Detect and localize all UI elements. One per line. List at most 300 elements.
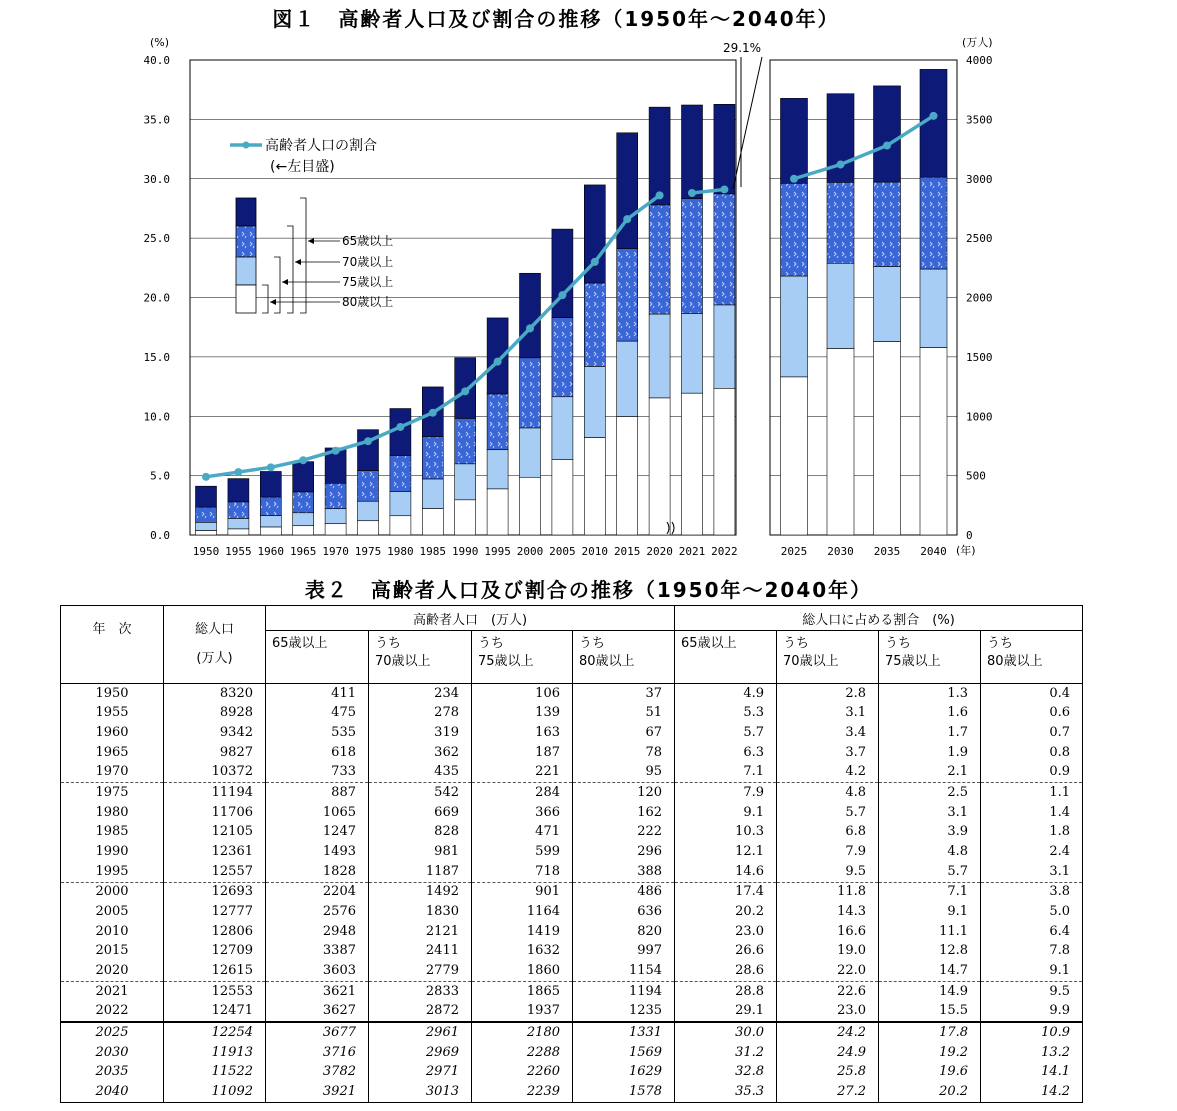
table-cell: 2948 (266, 922, 369, 942)
ratio-point (720, 185, 728, 193)
table-cell: 139 (472, 704, 573, 724)
bar-segment-80 (325, 524, 346, 535)
bar-segment-80 (228, 529, 249, 535)
table-cell-year: 2020 (61, 961, 164, 981)
header-pop-70-text: 70歳以上 (375, 654, 431, 669)
table-cell: 4.9 (675, 684, 777, 704)
bar-segment-70 (196, 507, 217, 522)
table-cell-year: 2022 (61, 1001, 164, 1022)
table-row (61, 763, 1083, 783)
table-cell: 1247 (266, 823, 369, 843)
left-tick-label: 35.0 (143, 113, 170, 127)
table-cell: 7.1 (675, 763, 777, 783)
bar-segment-70 (682, 199, 703, 314)
right-tick-label: 0 (966, 529, 973, 542)
table-row (61, 981, 1083, 1001)
bar-segment-80 (455, 500, 476, 535)
bar-segment-75 (682, 314, 703, 394)
bar-segment-70 (920, 177, 947, 269)
right-tick-label: 4000 (966, 54, 993, 67)
legend-arrowhead-70 (295, 259, 301, 265)
bar-segment-70 (714, 194, 735, 305)
table-cell: 0.8 (981, 743, 1083, 763)
bar-segment-70 (584, 283, 605, 366)
table-row (61, 743, 1083, 763)
header-uchi: うち (478, 636, 505, 651)
table-cell: 1632 (472, 941, 573, 961)
ratio-point (429, 409, 437, 417)
table-cell: 9.9 (981, 1001, 1083, 1022)
table-cell: 8320 (164, 684, 266, 704)
table-cell: 1493 (266, 842, 369, 862)
table2 (60, 605, 1083, 1103)
ratio-point (332, 447, 340, 455)
left-tick-label: 5.0 (150, 469, 170, 483)
legend-line-label: 高齢者人口の割合 (265, 138, 377, 154)
bar-segment-75 (228, 518, 249, 528)
bar-segment-75 (455, 464, 476, 500)
ratio-point (234, 468, 242, 476)
legend-line-note: (←左目盛) (270, 159, 335, 175)
table-cell: 37 (573, 684, 675, 704)
header-uchi: うち (885, 636, 912, 651)
table-cell: 7.8 (981, 941, 1083, 961)
table-cell: 12361 (164, 842, 266, 862)
table-cell: 997 (573, 941, 675, 961)
bar-segment-70 (520, 358, 541, 428)
table-cell: 1.3 (879, 684, 981, 704)
bar-segment-80 (358, 521, 379, 535)
table-cell-year: 2000 (61, 882, 164, 902)
table-cell: 7.9 (777, 842, 879, 862)
bar-segment-80 (552, 459, 573, 535)
table-cell: 14.7 (879, 961, 981, 981)
x-axis-unit: (年) (956, 544, 976, 557)
x-tick-label: 2010 (581, 545, 609, 558)
bar-segment-80 (196, 531, 217, 535)
bar-segment-80 (520, 477, 541, 535)
header-pop-75-text: 75歳以上 (478, 654, 534, 669)
table-cell-year: 2030 (61, 1043, 164, 1063)
table-cell: 3627 (266, 1001, 369, 1022)
table-cell: 23.0 (675, 922, 777, 942)
table-cell-year: 1960 (61, 723, 164, 743)
ratio-point (883, 142, 891, 150)
table-cell: 1.6 (879, 704, 981, 724)
bar-segment-80 (422, 509, 443, 535)
table-cell-year: 2010 (61, 922, 164, 942)
header-share-80 (981, 631, 1083, 684)
table-cell: 2779 (369, 961, 472, 981)
x-tick-label: 1990 (451, 545, 479, 558)
ratio-point (267, 463, 275, 471)
header-total (164, 606, 266, 684)
table-cell: 1937 (472, 1001, 573, 1022)
table-cell: 284 (472, 783, 573, 803)
left-tick-label: 25.0 (143, 232, 170, 246)
table-cell: 31.2 (675, 1043, 777, 1063)
bar-segment-80 (682, 393, 703, 535)
table-cell: 9.1 (675, 803, 777, 823)
table-cell: 0.9 (981, 763, 1083, 783)
table-cell: 5.3 (675, 704, 777, 724)
header-share-75-text: 75歳以上 (885, 654, 941, 669)
bar-segment-75 (617, 341, 638, 416)
table-cell: 3.4 (777, 723, 879, 743)
bar-segment-75 (325, 509, 346, 524)
ratio-point (364, 437, 372, 445)
table-cell: 12.8 (879, 941, 981, 961)
table-cell: 1.4 (981, 803, 1083, 823)
table-cell: 0.6 (981, 704, 1083, 724)
bar-segment-80 (487, 489, 508, 535)
table-cell: 20.2 (879, 1082, 981, 1102)
ratio-point (202, 473, 210, 481)
table-cell: 5.7 (879, 862, 981, 882)
x-tick-label: 2035 (873, 545, 901, 558)
table-cell: 2576 (266, 902, 369, 922)
table-cell: 1860 (472, 961, 573, 981)
table-cell: 296 (573, 842, 675, 862)
bar-segment-70 (487, 394, 508, 450)
legend-bracket-80 (262, 285, 268, 313)
legend-bracket-75 (274, 257, 280, 313)
callout-label: 29.1% (722, 41, 762, 55)
x-tick-label: 2021 (678, 545, 706, 558)
ratio-point (837, 161, 845, 169)
table-cell: 221 (472, 763, 573, 783)
table-cell: 6.3 (675, 743, 777, 763)
table-cell: 7.9 (675, 783, 777, 803)
table-cell: 3.1 (879, 803, 981, 823)
table-cell-year: 1985 (61, 823, 164, 843)
table-cell: 5.7 (777, 803, 879, 823)
legend-age-75: 75歳以上 (342, 275, 394, 289)
table-cell: 901 (472, 882, 573, 902)
header-year (61, 606, 164, 684)
table-cell: 3387 (266, 941, 369, 961)
table-cell: 278 (369, 704, 472, 724)
table-cell: 12553 (164, 981, 266, 1001)
x-tick-label: 1950 (192, 545, 220, 558)
legend-bracket-70 (287, 226, 293, 313)
table-cell: 1.7 (879, 723, 981, 743)
table-cell: 718 (472, 862, 573, 882)
x-tick-label: 2005 (549, 545, 576, 558)
x-tick-label: 1960 (257, 545, 285, 558)
table-cell: 15.5 (879, 1001, 981, 1022)
table-cell: 51 (573, 704, 675, 724)
table-cell: 8928 (164, 704, 266, 724)
table-cell: 3.9 (879, 823, 981, 843)
table-cell-year: 2035 (61, 1063, 164, 1083)
table-row (61, 1022, 1083, 1043)
table-cell: 9342 (164, 723, 266, 743)
bar-segment-75 (196, 522, 217, 530)
table-cell: 14.1 (981, 1063, 1083, 1083)
table-cell: 669 (369, 803, 472, 823)
table-cell: 27.2 (777, 1082, 879, 1102)
right-tick-label: 3500 (966, 113, 993, 127)
table-cell: 106 (472, 684, 573, 704)
bar-segment-80 (390, 516, 411, 535)
table-cell: 1194 (573, 981, 675, 1001)
table-cell: 95 (573, 763, 675, 783)
header-share-80-text: 80歳以上 (987, 654, 1043, 669)
x-tick-label: 2020 (646, 545, 673, 558)
header-pop-70 (369, 631, 472, 684)
table-cell: 12.1 (675, 842, 777, 862)
header-share-75 (879, 631, 981, 684)
x-tick-label: 2025 (780, 545, 808, 558)
ratio-point (930, 112, 938, 120)
header-share-65 (675, 631, 777, 684)
header-elderly-group: 高齢者人口 (万人) (266, 606, 675, 631)
table-cell: 3782 (266, 1063, 369, 1083)
legend-age-70: 70歳以上 (342, 255, 394, 269)
legend-age-80: 80歳以上 (342, 295, 394, 309)
header-uchi: うち (579, 636, 606, 651)
table-cell: 12693 (164, 882, 266, 902)
table-cell: 636 (573, 902, 675, 922)
x-tick-label: 1995 (484, 545, 511, 558)
bar-segment-65 (874, 86, 901, 182)
table-cell: 7.1 (879, 882, 981, 902)
table-cell: 1.9 (879, 743, 981, 763)
ratio-point (591, 258, 599, 266)
bar-segment-75 (649, 314, 670, 398)
table-cell: 1419 (472, 922, 573, 942)
bar-segment-70 (455, 419, 476, 464)
ratio-point (656, 191, 664, 199)
table-cell: 25.8 (777, 1063, 879, 1083)
table-cell: 24.2 (777, 1022, 879, 1043)
table-cell: 20.2 (675, 902, 777, 922)
table-cell: 435 (369, 763, 472, 783)
bar-segment-75 (584, 366, 605, 437)
legend-swatch-80 (236, 285, 256, 313)
ratio-point (494, 358, 502, 366)
bar-segment-75 (390, 492, 411, 516)
bar-segment-70 (617, 249, 638, 342)
table-cell: 234 (369, 684, 472, 704)
table-cell: 11.8 (777, 882, 879, 902)
bar-segment-75 (487, 450, 508, 489)
bar-segment-80 (874, 342, 901, 535)
table-row (61, 803, 1083, 823)
table-cell: 475 (266, 704, 369, 724)
table-cell: 67 (573, 723, 675, 743)
table-cell: 2121 (369, 922, 472, 942)
table-cell: 26.6 (675, 941, 777, 961)
bar-segment-80 (584, 438, 605, 535)
table-cell-year: 2005 (61, 902, 164, 922)
table-cell: 17.4 (675, 882, 777, 902)
table-cell: 17.8 (879, 1022, 981, 1043)
table-cell: 1830 (369, 902, 472, 922)
bar-segment-80 (714, 388, 735, 535)
table-cell: 1164 (472, 902, 573, 922)
table-cell: 120 (573, 783, 675, 803)
bar-segment-75 (422, 479, 443, 509)
left-tick-label: 0.0 (150, 529, 170, 542)
header-pop-80 (573, 631, 675, 684)
table-cell: 12254 (164, 1022, 266, 1043)
x-tick-label: 1965 (289, 545, 317, 558)
table-cell: 733 (266, 763, 369, 783)
legend-swatch-65 (236, 198, 256, 226)
table-cell: 388 (573, 862, 675, 882)
header-uchi: うち (375, 636, 402, 651)
left-tick-label: 10.0 (143, 410, 170, 424)
legend-arrowhead-65 (308, 238, 314, 244)
table-cell: 2961 (369, 1022, 472, 1043)
x-tick-label: 1975 (354, 545, 382, 558)
ratio-point (461, 387, 469, 395)
table-cell: 981 (369, 842, 472, 862)
table-cell: 3.1 (777, 704, 879, 724)
table-cell: 9.1 (879, 902, 981, 922)
bar-segment-65 (260, 471, 281, 497)
table-cell: 12105 (164, 823, 266, 843)
table-cell: 3013 (369, 1082, 472, 1102)
table-cell: 11194 (164, 783, 266, 803)
table-row (61, 1043, 1083, 1063)
table-cell: 3603 (266, 961, 369, 981)
x-tick-label: 2000 (516, 545, 544, 558)
x-tick-label: 2030 (827, 545, 854, 558)
ratio-point (299, 456, 307, 464)
table-cell: 2971 (369, 1063, 472, 1083)
bar-segment-80 (617, 417, 638, 535)
legend-swatch-70 (236, 226, 256, 257)
table-cell: 187 (472, 743, 573, 763)
legend-line-marker (243, 142, 250, 149)
table-cell: 10.3 (675, 823, 777, 843)
x-tick-label: 1970 (322, 545, 349, 558)
table-cell: 163 (472, 723, 573, 743)
table-cell-year: 2015 (61, 941, 164, 961)
table-cell: 319 (369, 723, 472, 743)
table-row (61, 902, 1083, 922)
table-cell: 1.8 (981, 823, 1083, 843)
table-cell: 30.0 (675, 1022, 777, 1043)
table-cell-year: 1980 (61, 803, 164, 823)
table-cell: 1828 (266, 862, 369, 882)
table-row (61, 723, 1083, 743)
bar-segment-65 (196, 486, 217, 507)
bar-segment-65 (649, 107, 670, 205)
bar-segment-70 (649, 205, 670, 314)
table-cell: 9.1 (981, 961, 1083, 981)
bar-segment-75 (358, 501, 379, 520)
bar-segment-80 (781, 377, 808, 535)
table-cell: 887 (266, 783, 369, 803)
table-cell: 11522 (164, 1063, 266, 1083)
bar-segment-80 (827, 349, 854, 535)
table-cell: 2180 (472, 1022, 573, 1043)
table-cell: 3.8 (981, 882, 1083, 902)
x-tick-label: 1985 (419, 545, 447, 558)
table-row (61, 961, 1083, 981)
table-cell: 14.9 (879, 981, 981, 1001)
left-tick-label: 30.0 (143, 172, 170, 186)
table-cell: 542 (369, 783, 472, 803)
table-cell-year: 2021 (61, 981, 164, 1001)
table-cell: 618 (266, 743, 369, 763)
table-cell: 2260 (472, 1063, 573, 1083)
table-cell-year: 2040 (61, 1082, 164, 1102)
header-share-70-text: 70歳以上 (783, 654, 839, 669)
bar-segment-75 (874, 267, 901, 342)
table-cell: 28.6 (675, 961, 777, 981)
table-cell: 2969 (369, 1043, 472, 1063)
left-axis-unit: (%) (150, 36, 170, 49)
table-cell: 3677 (266, 1022, 369, 1043)
table-cell: 411 (266, 684, 369, 704)
left-tick-label: 40.0 (143, 54, 170, 67)
table-cell: 1.1 (981, 783, 1083, 803)
x-tick-label: 2022 (711, 545, 738, 558)
table-cell: 19.0 (777, 941, 879, 961)
table-cell: 1065 (266, 803, 369, 823)
table-cell: 35.3 (675, 1082, 777, 1102)
bar-segment-80 (293, 526, 314, 535)
left-tick-label: 20.0 (143, 291, 170, 305)
bar-segment-70 (325, 483, 346, 508)
table-cell: 14.2 (981, 1082, 1083, 1102)
bar-segment-75 (293, 513, 314, 526)
right-tick-label: 3000 (966, 172, 993, 186)
ratio-point (790, 175, 798, 183)
legend-age-65: 65歳以上 (342, 234, 394, 248)
table-cell: 2239 (472, 1082, 573, 1102)
table-cell: 0.4 (981, 684, 1083, 704)
table-row (61, 882, 1083, 902)
ratio-point (688, 189, 696, 197)
table-row (61, 1082, 1083, 1102)
ratio-point (396, 423, 404, 431)
table-cell: 366 (472, 803, 573, 823)
header-total-text: 総人口 (194, 622, 234, 637)
bar-segment-80 (649, 398, 670, 535)
legend-arrowhead-80 (270, 299, 276, 305)
table-row (61, 704, 1083, 724)
bar-segment-70 (390, 456, 411, 492)
bar-segment-70 (358, 471, 379, 502)
header-pop-75 (472, 631, 573, 684)
ratio-line-segment (794, 116, 934, 179)
callout-line-2 (733, 57, 762, 189)
table-row (61, 783, 1083, 803)
table-cell: 1865 (472, 981, 573, 1001)
table-cell: 12615 (164, 961, 266, 981)
table-cell: 2.1 (879, 763, 981, 783)
header-share-group: 総人口に占める割合 (%) (675, 606, 1083, 631)
table-row (61, 1063, 1083, 1083)
table-cell-year: 2025 (61, 1022, 164, 1043)
table-cell: 12806 (164, 922, 266, 942)
right-tick-label: 1500 (966, 350, 993, 364)
bar-segment-70 (827, 182, 854, 263)
x-tick-label: 2015 (613, 545, 641, 558)
bar-segment-70 (874, 182, 901, 266)
table-cell: 4.8 (879, 842, 981, 862)
bar-segment-70 (781, 183, 808, 276)
table-cell: 1578 (573, 1082, 675, 1102)
header-uchi: うち (783, 636, 810, 651)
table-cell: 599 (472, 842, 573, 862)
